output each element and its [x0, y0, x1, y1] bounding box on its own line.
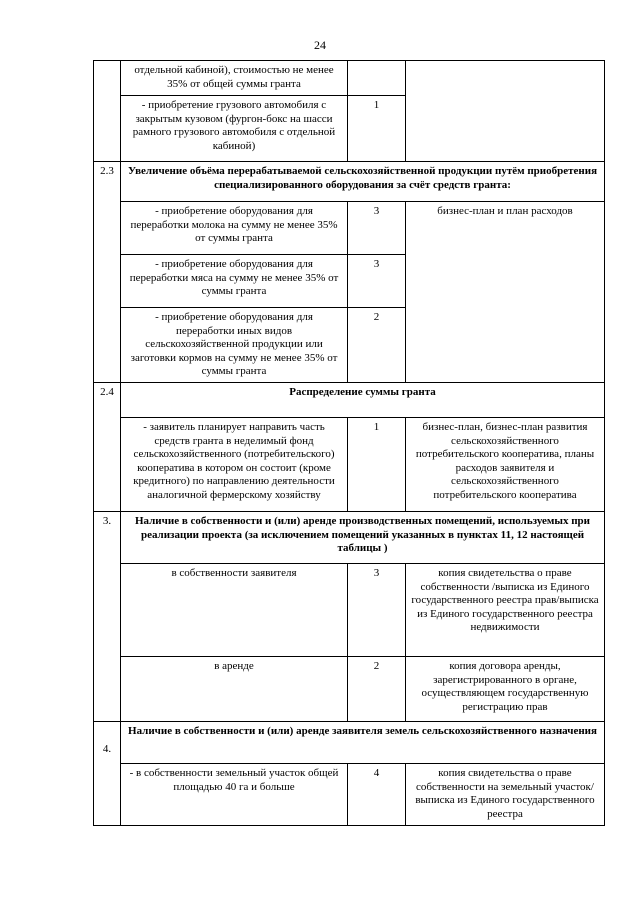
table-row [94, 202, 605, 255]
row-number: 2.3 [94, 162, 121, 383]
criterion-text: - приобретение оборудования для переработки молока на сумму не менее 35% от суммы гранта [121, 202, 348, 255]
section-heading-row [94, 162, 605, 202]
criterion-text: - в собственности земельный участок общей площадью 40 га и больше [121, 764, 348, 826]
table-row [94, 657, 605, 722]
score-cell: 3 [348, 255, 406, 308]
row-number: 3. [94, 512, 121, 722]
table-row [94, 61, 605, 96]
score-cell: 2 [348, 657, 406, 722]
section-heading: Распределение суммы гранта [121, 383, 605, 418]
row-number-cell [94, 61, 121, 162]
section-heading: Наличие в собственности и (или) аренде производственных помещений, используемых при реализации проекта (за исключением помещений указанных в пунктах 11, 12 настоящей таблицы ) [121, 512, 605, 564]
document-cell: бизнес-план и план расходов [406, 202, 605, 383]
document-cell: бизнес-план, бизнес-план развития сельскохозяйственного потребительского кооператива, планы расходов заявителя и сельскохозяйственного потребительского кооператива [406, 418, 605, 512]
table-row [94, 764, 605, 826]
score-cell: 4 [348, 764, 406, 826]
section-heading-row [94, 512, 605, 564]
document-cell: копия договора аренды, зарегистрированного в органе, осуществляющем государственную регистрацию прав [406, 657, 605, 722]
criterion-text: - заявитель планирует направить часть средств гранта в неделимый фонд сельскохозяйственного (потребительского) кооператива в котором он состоит (кроме кредитного) по направлению деятельности аналогичной фермерскому хозяйству [121, 418, 348, 512]
document-cell: копия свидетельства о праве собственности /выписка из Единого государственного реестра прав/выписка из Единого государственного реестра недвижимости [406, 564, 605, 657]
document-cell: копия свидетельства о праве собственности на земельный участок/выписка из Единого государственного реестра [406, 764, 605, 826]
score-cell: 3 [348, 202, 406, 255]
table-row [94, 564, 605, 657]
criterion-text: - приобретение оборудования для переработки иных видов сельскохозяйственной продукции или заготовки кормов на сумму не менее 35% от суммы гранта [121, 308, 348, 383]
criteria-table [93, 60, 605, 826]
row-number [94, 722, 121, 826]
criterion-text: в аренде [121, 657, 348, 722]
row-number: 2.4 [94, 383, 121, 512]
criterion-text: - приобретение грузового автомобиля с закрытым кузовом (фургон-бокс на шасси рамного грузового автомобиля с отдельной кабиной) [121, 96, 348, 162]
section-heading: Увеличение объёма перерабатываемой сельскохозяйственной продукции путём приобретения специализированного оборудования за счёт средств гранта: [121, 162, 605, 202]
document-cell [406, 61, 605, 162]
criterion-text: - приобретение оборудования для переработки мяса на сумму не менее 35% от суммы гранта [121, 255, 348, 308]
section-heading-row [94, 383, 605, 418]
score-cell: 1 [348, 418, 406, 512]
page-number: 24 [314, 38, 326, 52]
section-heading-row [94, 722, 605, 764]
table-row [94, 418, 605, 512]
score-cell: 1 [348, 96, 406, 162]
section-heading: Наличие в собственности и (или) аренде заявителя земель сельскохозяйственного назначения [121, 722, 605, 764]
score-cell [348, 61, 406, 96]
row-number-text: 4. [102, 743, 112, 755]
criterion-text: отдельной кабиной), стоимостью не менее 35% от общей суммы гранта [121, 61, 348, 96]
score-cell: 3 [348, 564, 406, 657]
score-cell: 2 [348, 308, 406, 383]
criterion-text: в собственности заявителя [121, 564, 348, 657]
